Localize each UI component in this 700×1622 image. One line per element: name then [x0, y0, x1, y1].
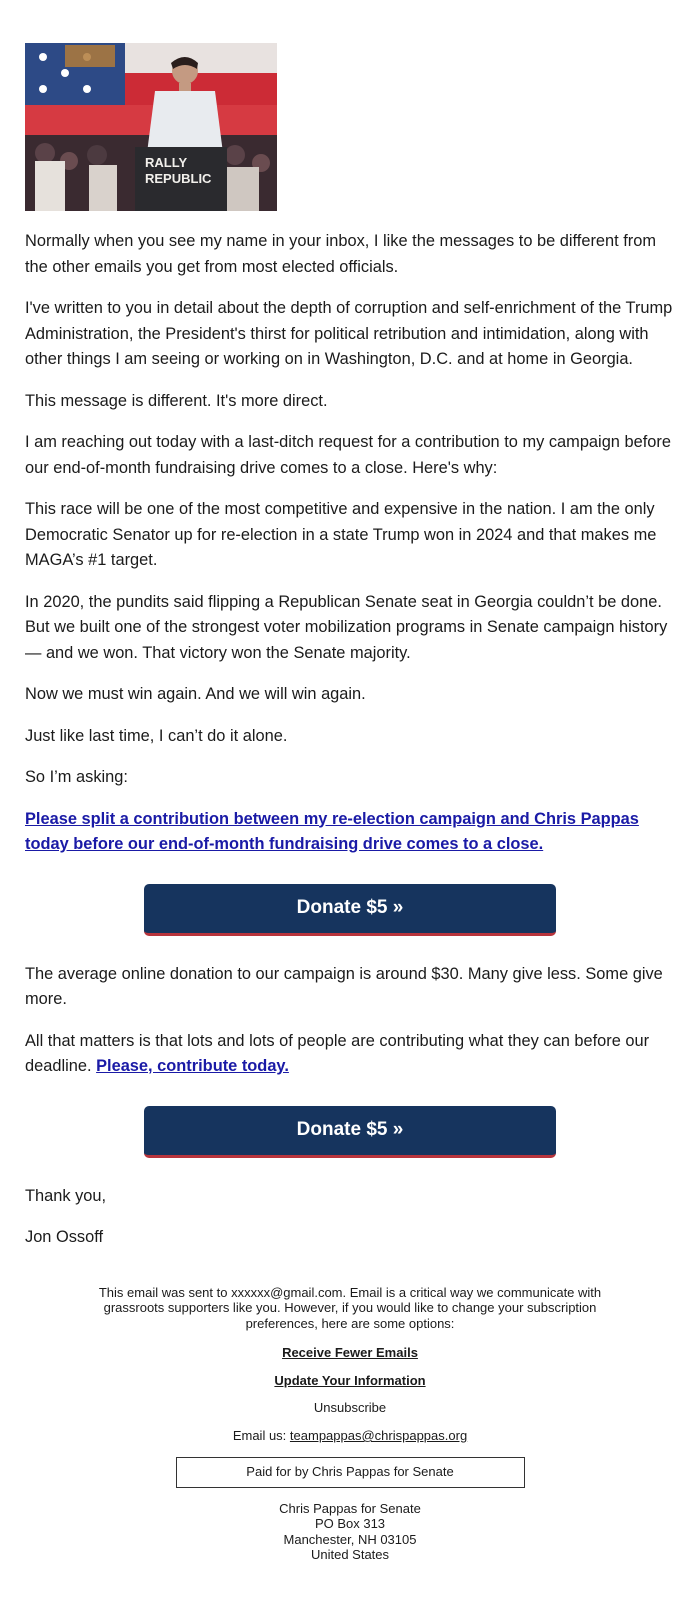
paragraph: I am reaching out today with a last-ditch request for a contribution to my campaign before our end-of-month fundraising drive comes to a close. Here's why: [25, 433, 671, 477]
address-line: United States [310, 1547, 390, 1563]
footer-notice: This email was sent to xxxxxx@gmail.com. Email is a critical way we communicate with grassroots supporters like you. However, if you would like to change your subscription preferences, here are some options: [98, 1284, 602, 1331]
address-line: PO Box 313 [314, 1516, 386, 1532]
address-line: Manchester, NH 03105 [283, 1531, 417, 1547]
paragraph: I've written to you in detail about the depth of corruption and self-enrichment of the Trump Administration, the President's thirst for political retribution and intimidation, along with other things I am seeing or working on in Washington, D.C. and at home in Georgia. [25, 299, 673, 368]
split-contribution-link[interactable]: Please split a contribution between my re-election campaign and Chris Pappas today before our end-of-month fundraising drive comes to a close. [25, 809, 639, 853]
split-contribution-paragraph [25, 807, 675, 858]
email-body [25, 43, 675, 1563]
update-information-link[interactable]: Update Your Information [274, 1372, 426, 1388]
paragraph: Now we must win again. And we will win again. [25, 685, 366, 703]
paragraph: Just like last time, I can’t do it alone. [25, 726, 288, 745]
podium-text-1: RALLY [145, 155, 188, 170]
podium-text-2: REPUBLIC [145, 171, 212, 186]
mailing-address [25, 1501, 675, 1563]
email-address-link[interactable]: teampappas@chrispappas.org [289, 1428, 468, 1444]
unsubscribe-link[interactable]: Unsubscribe [313, 1400, 387, 1416]
paid-for-box: Paid for by Chris Pappas for Senate [176, 1457, 525, 1488]
deadline-text: All that matters is that lots and lots of people are contributing what they can before our deadline. [25, 1031, 650, 1075]
thank-you: Thank you, [25, 1186, 107, 1205]
paragraph: Normally when you see my name in your inbox, I like the messages to be different from the other emails you get from most elected officials. [25, 232, 657, 276]
receive-fewer-emails-link[interactable]: Receive Fewer Emails [282, 1345, 418, 1361]
signature: Jon Ossoff [25, 1228, 104, 1246]
paragraph: In 2020, the pundits said flipping a Republican Senate seat in Georgia couldn’t be done. But we built one of the strongest voter mobilization programs in Senate campaign history — and we won. That victory won the Senate majority. [25, 592, 668, 662]
deadline-paragraph [25, 1029, 675, 1080]
email-us-label: Email us: [232, 1428, 287, 1444]
contribute-today-link[interactable]: Please, contribute today. [96, 1057, 289, 1075]
paragraph: This race will be one of the most competitive and expensive in the nation. I am the only Democratic Senator up for re-election in a state Trump won in 2024 and that makes me MAGA’s #1 target. [25, 500, 657, 569]
donate-button-1[interactable]: Donate $5 » [144, 884, 556, 936]
paragraph: This message is different. It's more direct. [25, 391, 328, 410]
average-donation-paragraph: The average online donation to our campaign is around $30. Many give less. Some give more. [25, 964, 663, 1008]
rally-photo [25, 43, 277, 211]
hero-image [25, 43, 277, 211]
email-us-line [25, 1428, 675, 1444]
footer [25, 1285, 675, 1564]
paragraph: So I’m asking: [25, 768, 128, 786]
address-line: Chris Pappas for Senate [279, 1500, 421, 1516]
donate-button-2[interactable]: Donate $5 » [144, 1106, 556, 1158]
